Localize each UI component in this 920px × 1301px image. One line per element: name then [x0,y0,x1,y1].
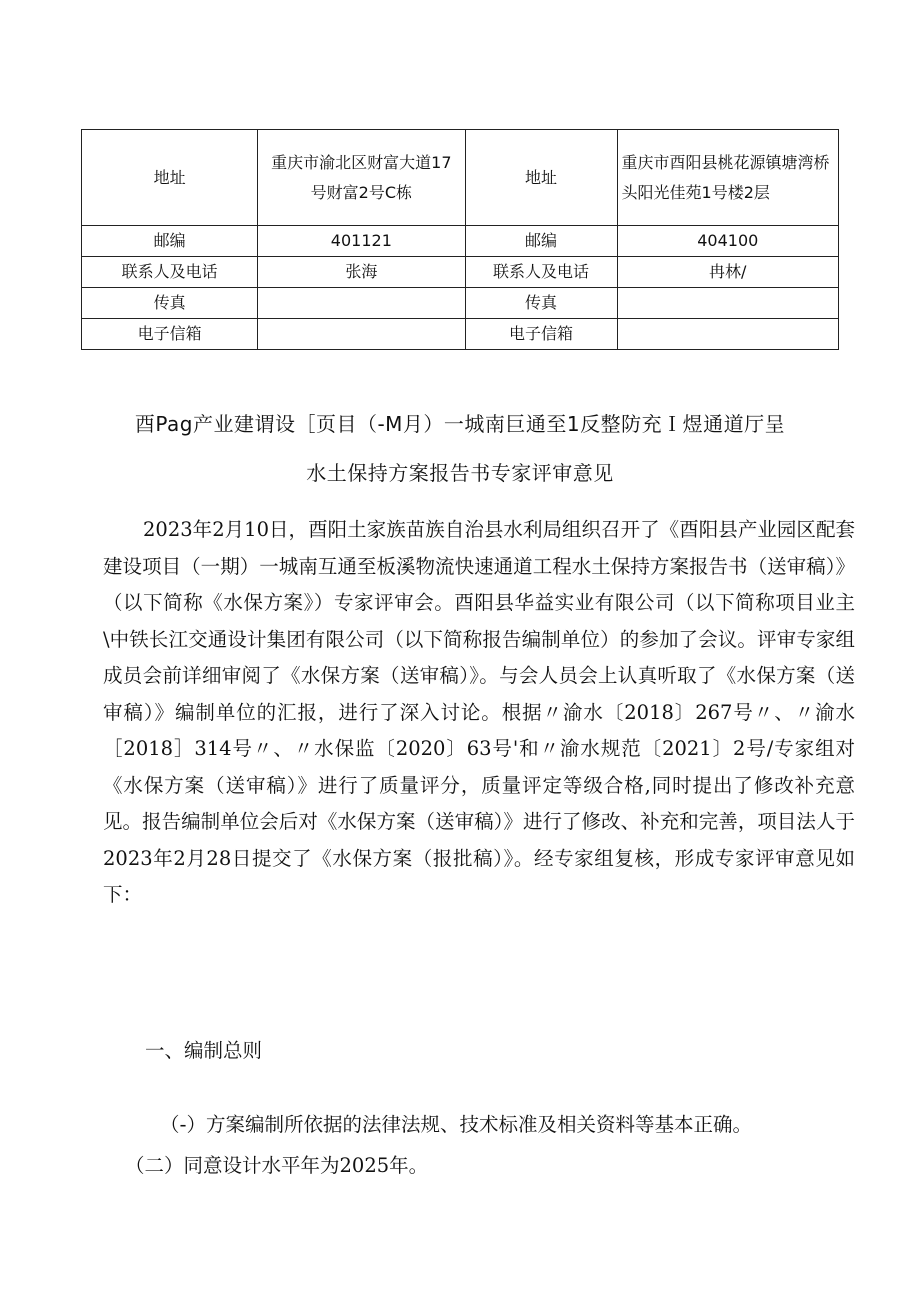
list-item: （-）方案编制所依据的法律法规、技术标准及相关资料等基本正确。 [160,1113,753,1136]
postcode-value-left: 401121 [258,226,465,257]
body-paragraph: 2023年2月10日，酉阳土家族苗族自治县水利局组织召开了《酉阳县产业园区配套建设项目（一期）一城南互通至板溪物流快速通道工程水土保持方案报告书（送审稿）》（以下简称《水保方案》）专家评审会。酉阳县华益实业有限公司（以下简称项目业主\中铁长江交通设计集团有限公司（以下简称报告编制单位）的参加了会议。评审专家组成员会前详细审阅了《水保方案（送审稿）》。与会人员会上认真听取了《水保方案（送审稿）》编制单位的汇报，进行了深入讨论。根据〃渝水〔2018〕267号〃、〃渝水［2018］314号〃、〃水保监〔2020〕63号'和〃渝水规范〔2021〕2号/专家组对《水保方案（送审稿）》进行了质量评分，质量评定等级合格,同时提出了修改补充意见。报告编制单位会后对《水保方案（送审稿）》进行了修改、补充和完善，项目法人于2023年2月28日提交了《水保方案（报批稿）》。经专家组复核，形成专家评审意见如下： [103,518,855,906]
postcode-label-right: 邮编 [465,226,617,257]
email-value-right [617,319,838,350]
table-row [82,226,839,257]
address-label-right: 地址 [465,130,617,226]
email-value-left [258,319,465,350]
email-label-right: 电子信箱 [465,319,617,350]
fax-value-left [258,288,465,319]
section-heading: 一、编制总则 [145,1039,263,1062]
table-row [82,288,839,319]
table-row [82,257,839,288]
fax-label-left: 传真 [82,288,258,319]
contact-info-table [81,129,839,350]
contact-value-left: 张海 [258,257,465,288]
address-value-right: 重庆市酉阳县桃花源镇塘湾桥头阳光佳苑1号楼2层 [617,130,838,226]
contact-value-right: 冉林/ [617,257,838,288]
contact-label-left: 联系人及电话 [82,257,258,288]
document-title-line2: 水土保持方案报告书专家评审意见 [306,461,614,485]
document-title-line1: 酉Pag产业建谓设［页目（-M月）一城南巨通至1反整防充Ｉ煜通道厅呈 [134,412,786,436]
table-row [82,130,839,226]
list-item: （二）同意设计水平年为2025年。 [125,1154,429,1177]
postcode-label-left: 邮编 [82,226,258,257]
fax-label-right: 传真 [465,288,617,319]
fax-value-right [617,288,838,319]
postcode-value-right: 404100 [617,226,838,257]
table-row [82,319,839,350]
email-label-left: 电子信箱 [82,319,258,350]
address-label-left: 地址 [82,130,258,226]
contact-label-right: 联系人及电话 [465,257,617,288]
address-value-left: 重庆市渝北区财富大道17号财富2号C栋 [258,130,465,226]
